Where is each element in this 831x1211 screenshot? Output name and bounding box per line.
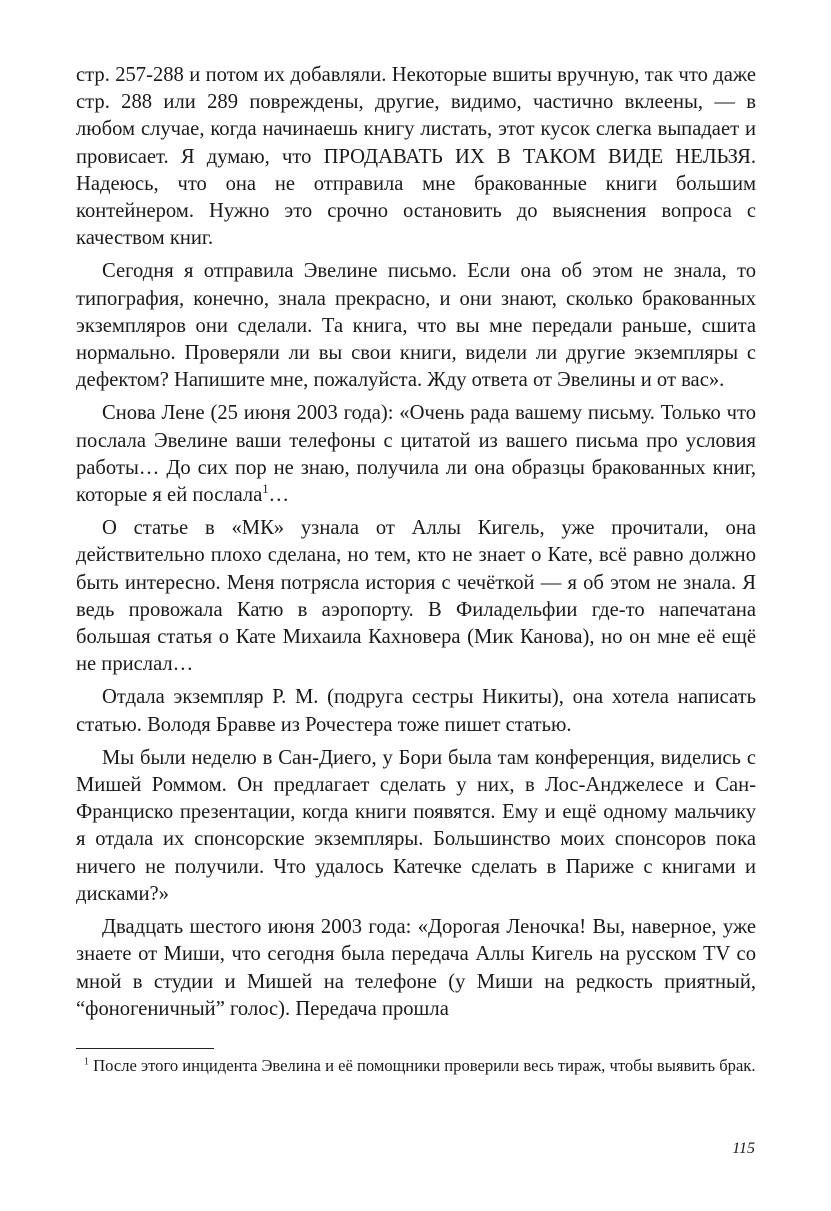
footnote-marker: 1	[84, 1056, 89, 1068]
paragraph-4: О статье в «МК» узнала от Аллы Кигель, уже прочитали, она действительно плохо сделана, но тем, кто не знает о Кате, всё равно должно быть интересно. Меня потрясла история с чечёткой — я об этом не знала. Я ведь провожала Катю в аэропорту. В Филадельфии где-то напечатана большая статья о Кате Михаила Кахновера (Мик Канова), но он мне её ещё не прислал…	[76, 517, 756, 676]
paragraph-3-ellipsis: …	[268, 484, 290, 507]
footnote-divider	[76, 1048, 214, 1049]
page-body	[76, 62, 756, 1023]
paragraph-5: Отдала экземпляр Р. М. (подруга сестры Никиты), она хотела написать статью. Володя Бравве из Рочестера тоже пишет статью.	[76, 686, 756, 736]
paragraph-1: стр. 257-288 и потом их добавляли. Некоторые вшиты вручную, так что даже стр. 288 или 289 повреждены, другие, видимо, частично вклеены, — в любом случае, когда начинаешь книгу листать, этот кусок слегка выпадает и провисает. Я думаю, что ПРОДАВАТЬ ИХ В ТАКОМ ВИДЕ НЕЛЬЗЯ. Надеюсь, что она не отправила мне бракованные книги большим контейнером. Нужно это срочно остановить до выяснения вопроса с качеством книг.	[76, 64, 756, 250]
paragraph-6: Мы были неделю в Сан-Диего, у Бори была там конференция, виделись с Мишей Роммом. Он предлагает сделать у них, в Лос-Анджелесе и Сан-Франциско презентации, когда книги появятся. Ему и ещё одному мальчику я отдала их спонсорские экземпляры. Большинство моих спонсоров пока ничего не получили. Что удалось Катечке сделать в Париже с книгами и дисками?»	[76, 746, 756, 905]
paragraph-7: Двадцать шестого июня 2003 года: «Дорогая Леночка! Вы, наверное, уже знаете от Миши, что сегодня была передача Аллы Кигель на русском TV со мной в студии и Мишей на телефоне (у Миши на редкость приятный, “фоногеничный” голос). Передача прошла	[76, 916, 756, 1020]
footnote-text: После этого инцидента Эвелина и её помощники проверили весь тираж, чтобы выявить брак.	[93, 1056, 756, 1075]
footnote	[76, 1054, 756, 1077]
paragraph-3-text: Снова Лене (25 июня 2003 года): «Очень рада вашему письму. Только что послала Эвелине ваши телефоны с цитатой из вашего письма про условия работы… До сих пор не знаю, получила ли она образцы бракованных книг, которые я ей послала	[76, 402, 756, 507]
paragraph-3	[76, 400, 756, 509]
page-number: 115	[732, 1140, 755, 1157]
paragraph-2: Сегодня я отправила Эвелине письмо. Если она об этом не знала, то типография, конечно, знала прекрасно, и они знают, сколько бракованных экземпляров они сделали. Та книга, что вы мне передали раньше, сшита нормально. Проверяли ли вы свои книги, видели ли другие экземпляры с дефектом? Напишите мне, пожалуйста. Жду ответа от Эвелины и от вас».	[76, 260, 756, 392]
footnote-reference: 1	[262, 482, 269, 497]
body-text	[76, 62, 756, 1023]
